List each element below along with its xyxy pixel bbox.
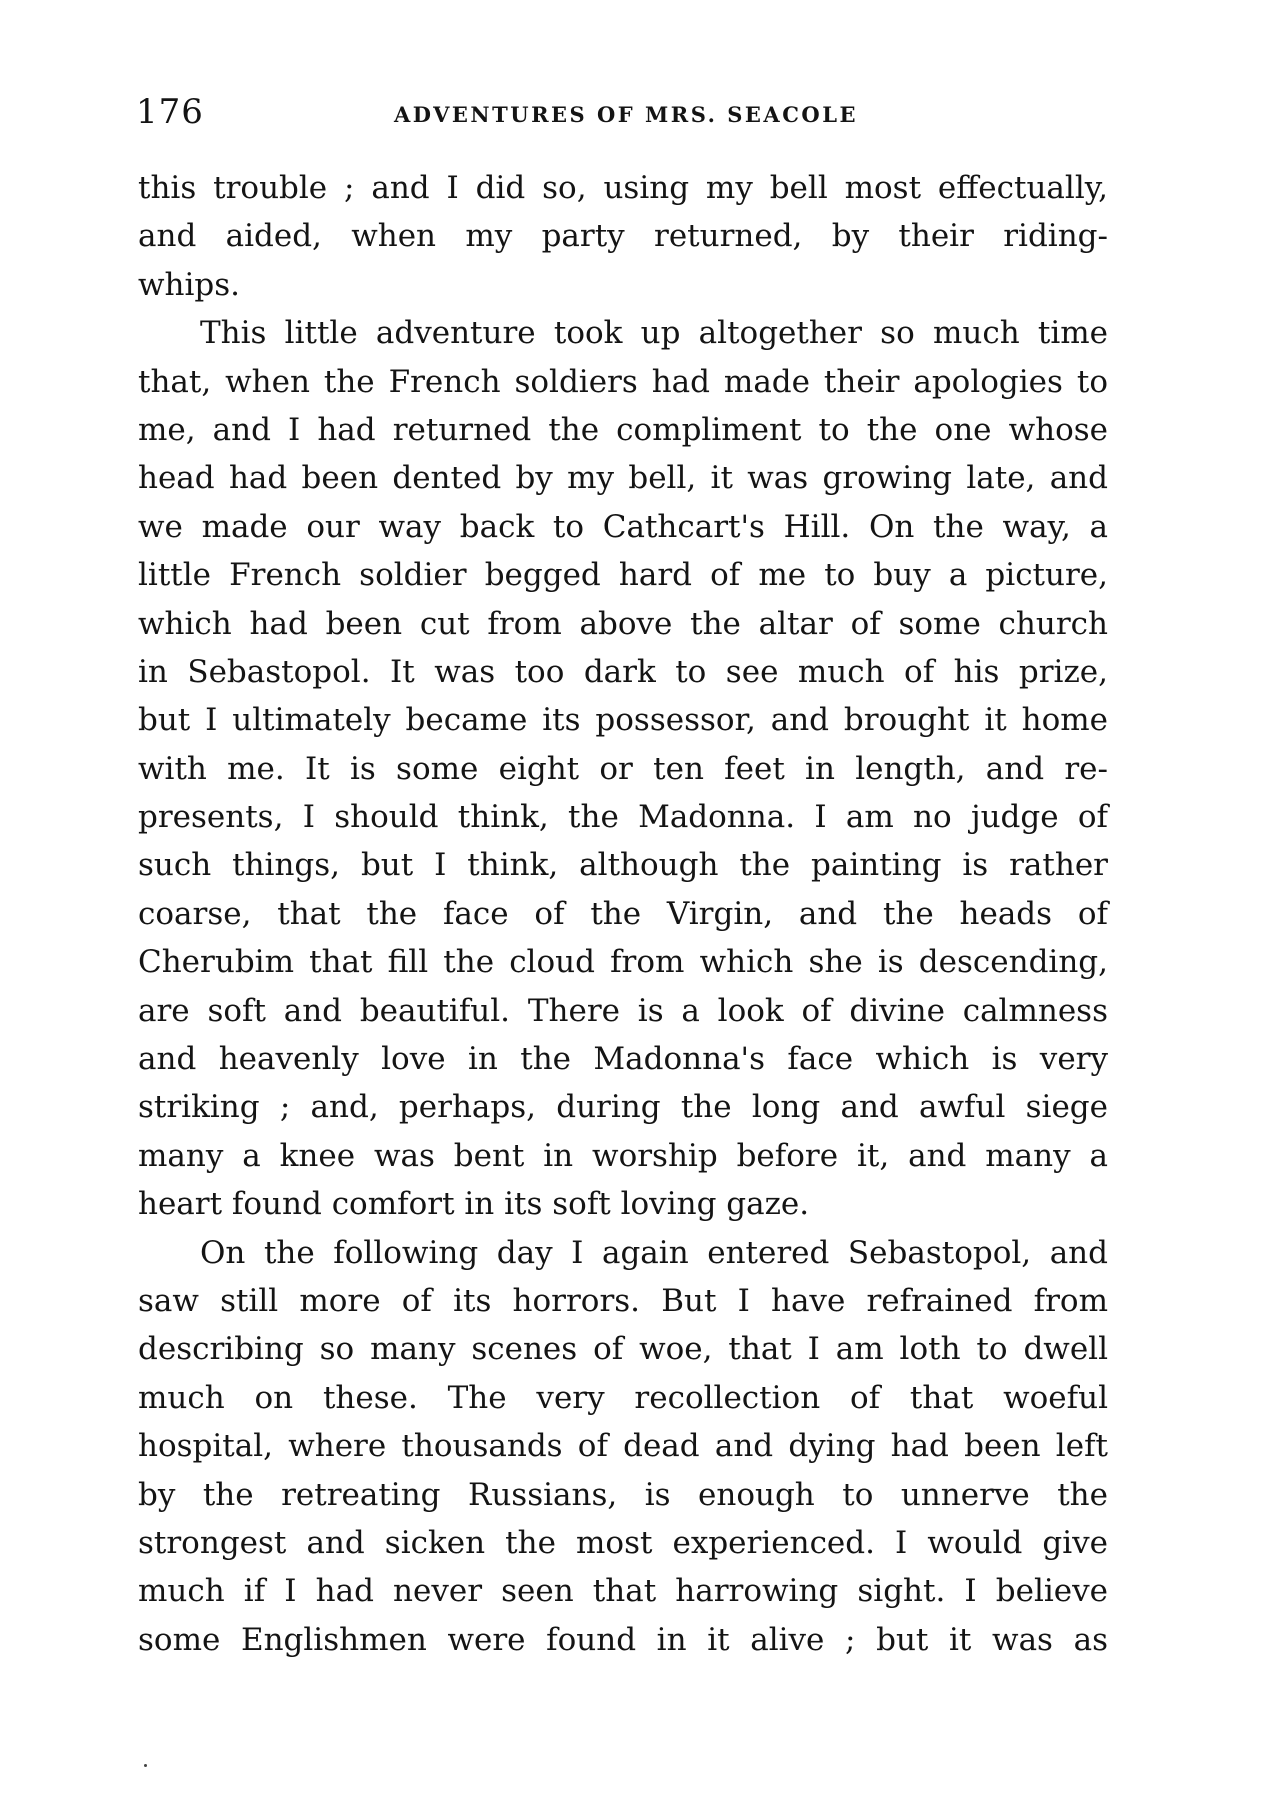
text-line: such things, but I think, although the painting is rather — [138, 847, 1108, 884]
text-line: heart found comfort in its soft loving gaze. — [138, 1186, 810, 1223]
text-line: presents, I should think, the Madonna. I am no judge of — [138, 799, 1108, 836]
text-line: describing so many scenes of woe, that I am loth to dwell — [138, 1331, 1108, 1368]
paragraph-start-line: This little adventure took up altogether so much time — [200, 315, 1108, 352]
text-line: hospital, where thousands of dead and dying had been left — [138, 1428, 1108, 1465]
print-speck — [144, 1764, 147, 1767]
page-number: 176 — [136, 92, 204, 132]
text-line: Cherubim that fill the cloud from which she is descending, — [138, 944, 1108, 981]
text-line: and aided, when my party returned, by their riding- — [138, 218, 1108, 255]
text-line: strongest and sicken the most experienced. I would give — [138, 1524, 1108, 1561]
text-line: whips. — [138, 266, 241, 303]
running-title: ADVENTURES OF MRS. SEACOLE — [394, 102, 858, 127]
text-line: little French soldier begged hard of me to buy a picture, — [138, 557, 1108, 594]
text-line: striking ; and, perhaps, during the long and awful siege — [138, 1089, 1108, 1126]
text-line: this trouble ; and I did so, using my bell most effectually, — [138, 170, 1108, 206]
text-line: many a knee was bent in worship before it, and many a — [138, 1137, 1108, 1174]
text-line: some Englishmen were found in it alive ; but it was as — [138, 1621, 1108, 1658]
text-line: we made our way back to Cathcart's Hill. On the way, a — [138, 508, 1108, 545]
text-line: by the retreating Russians, is enough to unnerve the — [138, 1476, 1108, 1513]
text-line: and heavenly love in the Madonna's face which is very — [138, 1041, 1108, 1078]
page-header — [136, 92, 1126, 142]
text-line: much if I had never seen that harrowing sight. I believe — [138, 1573, 1108, 1610]
text-line: but I ultimately became its possessor, and brought it home — [138, 702, 1108, 739]
text-line: in Sebastopol. It was too dark to see much of his prize, — [138, 653, 1108, 690]
text-line: head had been dented by my bell, it was growing late, and — [138, 460, 1108, 497]
text-line: with me. It is some eight or ten feet in length, and re- — [138, 750, 1108, 787]
text-line: are soft and beautiful. There is a look of divine calmness — [138, 992, 1108, 1029]
text-line: that, when the French soldiers had made their apologies to — [138, 363, 1108, 400]
text-line: which had been cut from above the altar of some church — [138, 605, 1108, 642]
text-line: coarse, that the face of the Virgin, and the heads of — [138, 895, 1108, 932]
text-line: saw still more of its horrors. But I have refrained from — [138, 1282, 1108, 1319]
text-line: much on these. The very recollection of that woeful — [138, 1379, 1108, 1416]
text-line: me, and I had returned the compliment to the one whose — [138, 411, 1108, 448]
paragraph-start-line: On the following day I again entered Sebastopol, and — [200, 1234, 1108, 1271]
body-text — [138, 164, 1108, 1664]
